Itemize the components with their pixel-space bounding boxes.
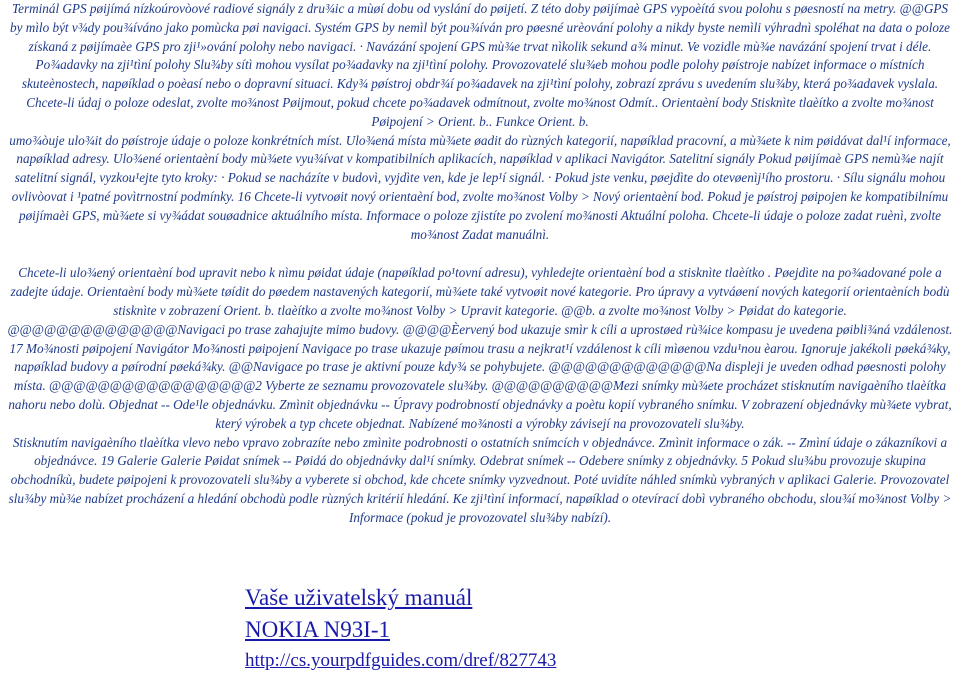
- paragraph-gps-intro: Terminál GPS pøijímá nízkoúrovòové radiové signály z dru¾ic a mùøí dobu od vyslání do pøijetí. Z této doby pøijímaè GPS vypoèítá svou polohu s pøesností na metry. @@GPS by mìlo být v¾dy pou¾íváno jako pomùcka pøi navigaci. Systém GPS by nemìl být pou¾íván pro pøesné urèování polohy a nikdy byste nemìli výhradnì spoléhat na data o poloze získaná z pøijímaèe GPS pro zji¹»ování polohy nebo navigaci. · Navázání spojení GPS mù¾e trvat nìkolik sekund a¾ minut. Ve vozidle mù¾e navázání spojení trvat i déle.: [9, 1, 951, 54]
- paragraph-gallery-order: Stisknutím navigaèního tlaèítka vlevo nebo vpravo zobrazíte nebo zmìnìte podrobnosti o ostatních snímcích v objednávce. Zmìnit informace o zák. -- Zmìní údaje o zákazníkovi a objednávce. 19 Galerie Galerie Pøidat snímek -- Pøidá do objednávky dal¹í snímky. Odebrat snímek -- Odebere snímky z objednávky. 5 Pokud slu¾bu provozuje skupina obchodníkù, budete pøipojeni k provozovateli slu¾by a vyberete si obchod, kde chcete snímky vyzvednout. Poté uvidíte náhled snímkù vybraných v aplikaci Galerie. Provozovatel slu¾by mù¾e nabízet procházení a hledání obchodù podle rùzných kritérií hledání. Ke zji¹tìní informací, napøíklad o otevírací dobì vybraného obchodu, slou¾í mo¾nost Volby > Informace (pokud je provozovatel slu¾by nabízí).: [8, 434, 952, 525]
- paragraph-location-requests: Po¾adavky na zji¹tìní polohy Slu¾by sítì mohou vysílat po¾adavky na zji¹tìní polohy. Provozovatelé slu¾eb mohou podle polohy pøístroje nabízet informace o místních skuteènostech, napøíklad o poèasí nebo o dopravní situaci. Kdy¾ pøístroj obdr¾í po¾adavek na zji¹tìní polohy, zobrazí zprávu s uvedením slu¾by, která po¾adavek vyslala. Chcete-li údaj o poloze odeslat, zvolte mo¾nost Pøijmout, pokud chcete po¾adavek odmítnout, zvolte mo¾nost Odmít.. Orientaèní body Stisknìte tlaèítko a zvolte mo¾nost Pøipojení > Orient. b.. Funkce Orient. b.: [21, 57, 939, 129]
- paragraph-edit-landmark: Chcete-li ulo¾ený orientaèní bod upravit nebo k nìmu pøidat údaje (napøíklad po¹tovní adresu), vyhledejte orientaèní bod a stisknìte tlaèítko . Pøejdìte na po¾adované pole a zadejte údaje. Orientaèní body mù¾ete tøídit do pøedem nastavených kategorií, mù¾ete také vytvoøit nové kategorie. Pro úpravy a vytváøení nových kategorií orientaèních bodù stisknìte v zobrazení Orient. b. tlaèítko a zvolte mo¾nost Volby > Upravit kategorie. @@b. a zvolte mo¾nost Volby > Pøidat do kategorie. @@@@@@@@@@@@@@Navigaci po trase zahajujte mimo budovy. @@@@Èervený bod ukazuje smìr k cíli a uprostøed rù¾ice kompasu je uvedena pøibli¾ná vzdálenost.: [7, 265, 953, 337]
- model-link[interactable]: NOKIA N93I-1: [245, 617, 391, 642]
- footer-links: [245, 584, 556, 673]
- paragraph-landmarks: umo¾òuje ulo¾it do pøístroje údaje o poloze konkrétních míst. Ulo¾ená místa mù¾ete øadit do rùzných kategorií, napøíklad pracovní, a mù¾ete k nim pøidávat dal¹í informace, napøíklad adresy. Ulo¾ené orientaèní body mù¾ete vyu¾ívat v kompatibilních aplikacích, napøíklad v aplikaci Navigátor. Satelitní signály Pokud pøijímaè GPS nemù¾e najít satelitní signál, vyzkou¹ejte tyto kroky: · Pokud se nacházíte v budovì, vyjdìte ven, kde je lep¹í signál. · Pokud jste venku, pøejdìte do otevøenìj¹ího prostoru. · Sílu signálu mohou ovlivòovat i ¹patné povìtrnostní podmínky. 16 Chcete-li vytvoøit nový orientaèní bod, zvolte mo¾nost Volby > Nový orientaèní bod. Pokud je pøístroj pøipojen ke kompatibilnímu pøijímaèi GPS, mù¾ete si vy¾ádat souøadnice aktuálního místa. Informace o poloze zjistíte po zvolení mo¾nosti Aktuální poloha. Chcete-li údaje o poloze zadat ruènì, zvolte mo¾nost Zadat manuálnì.: [9, 132, 951, 242]
- paragraph-navigator: 17 Mo¾nosti pøipojení Navigátor Mo¾nosti pøipojení Navigace po trase ukazuje pøímou trasu a nejkrat¹í vzdálenost k cíli mìøenou vzdu¹nou èarou. Ignoruje jakékoli pøeká¾ky, napøíklad budovy a pøírodní pøeká¾ky. @@Navigace po trase je aktivní pouze kdy¾ se pohybujete. @@@@@@@@@@@@@Na displeji je uveden odhad pøesnosti polohy místa. @@@@@@@@@@@@@@@@@2 Vyberte ze seznamu provozovatele slu¾by. @@@@@@@@@@Mezi snímky mù¾ete procházet stisknutím navigaèního tlaèítka nahoru nebo dolù. Objednat -- Ode¹le objednávku. Zmìnit objednávku -- Úpravy podrobností objednávky a poètu kopií vybraného snímku. V zobrazení objednávky mù¾ete vybrat, který výrobek a typ chcete objednat. Nabízené mo¾nosti a výrobky závisejí na provozovateli slu¾by.: [8, 340, 952, 431]
- manual-title-link[interactable]: Vaše uživatelský manuál: [245, 585, 473, 610]
- url-link[interactable]: http://cs.yourpdfguides.com/dref/827743: [245, 650, 557, 671]
